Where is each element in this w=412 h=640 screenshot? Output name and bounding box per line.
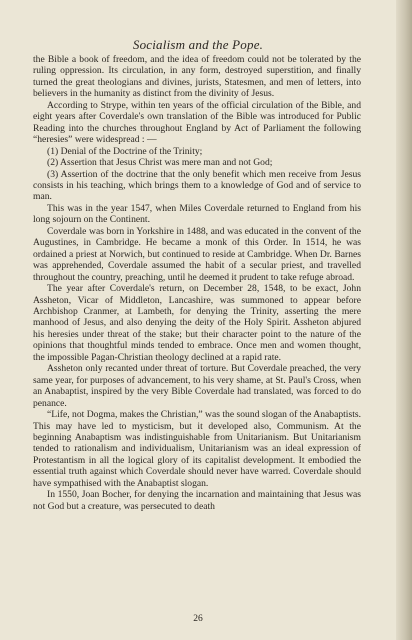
body-text <box>33 54 361 512</box>
page-number: 26 <box>193 614 203 624</box>
paragraph: Coverdale was born in Yorkshire in 1488, and was educated in the convent of the Augustines, in Cambridge. He became a monk of this Order. In 1514, he was ordained a priest at Norwich, but continued to reside at Cambridge. When Dr. Barnes was apprehended, Coverdale assumed the habit of a secular priest, and travelled throughout the country, preaching, until he deemed it prudent to take refuge abroad. <box>33 225 361 283</box>
paragraph: “Life, not Dogma, makes the Christian,” was the sound slogan of the Anabaptists. This may have led to mysticism, but it developed also, Communism. At the beginning Anabaptism was indistinguishable from Unitarianism. But Unitarianism tended to rationalism and individualism, Unitarianism was an ideal expression of Protestantism in all the logical glory of its capitalist development. It embodied the essential truth against which Coverdale should never have warred. Coverdale should have sympathised with the Anabaptist slogan. <box>33 409 361 489</box>
page-spine-shadow <box>396 0 412 640</box>
paragraph: In 1550, Joan Bocher, for denying the incarnation and maintaining that Jesus was not God but a creature, was persecuted to death <box>33 489 361 512</box>
paragraph: Assheton only recanted under threat of torture. But Coverdale preached, the very same year, for purposes of advancement, to his very shame, at St. Paul's Cross, when an Anabaptist, inspired by the very Bible Coverdale had translated, was forced to do penance. <box>33 363 361 409</box>
paragraph: the Bible a book of freedom, and the idea of freedom could not be tolerated by the ruling oppression. Its circulation, in any form, destroyed superstition, and finally turned the great theologians and divines, jurists, Statesmen, and men of letters, into believers in the humanity as distinct from the divinity of Jesus. <box>33 54 361 100</box>
paragraph: This was in the year 1547, when Miles Coverdale returned to England from his long sojourn on the Continent. <box>33 202 361 226</box>
list-item-2: (2) Assertion that Jesus Christ was mere man and not God; <box>47 157 273 169</box>
paragraph: According to Strype, within ten years of the official circulation of the Bible, and eight years after Coverdale's own translation of the Bible was introduced for Public Reading into the churches throughout England by Act of Parliament the following “heresies” were widespread : — <box>33 99 361 146</box>
running-header: Socialism and the Pope. <box>132 37 264 52</box>
list-item-1: (1) Denial of the Doctrine of the Trinity; <box>47 145 203 157</box>
list-item-3: (3) Assertion of the doctrine that the only benefit which men receive from Jesus consists in his teaching, which brings them to a knowledge of God and of service to man. <box>33 168 361 203</box>
paragraph: The year after Coverdale's return, on December 28, 1548, to be exact, John Assheton, Vicar of Middleton, Lancashire, was summoned to appear before Archbishop Cranmer, at Lambeth, for denying the Trinity, asserting the mere manhood of Jesus, and also denying the deity of the Holy Spirit. Assheton abjured his heresies under threat of the stake; but their character point to the nature of the opinions that thoughtful minds tended to embrace. Once men and women thought, the impossible Pagan-Christian theology declined at a rapid rate. <box>33 283 361 363</box>
